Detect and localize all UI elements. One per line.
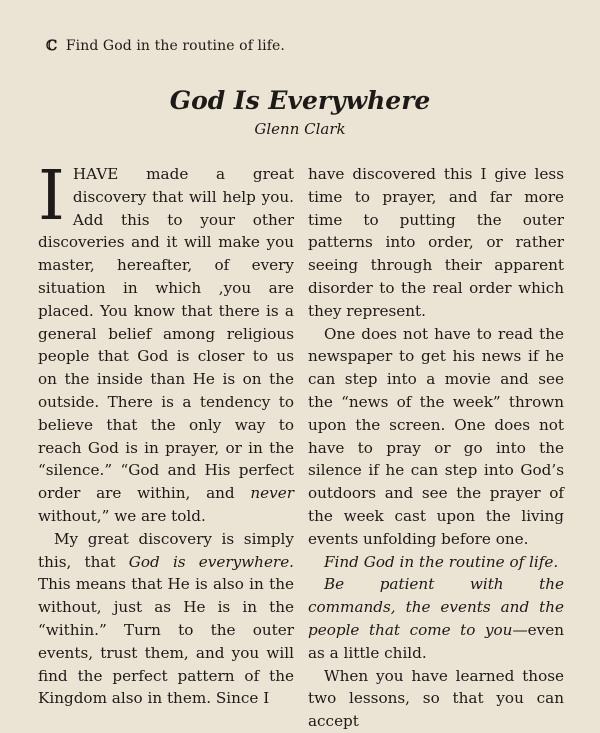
left-p2-emphasis: God is everywhere. [128,552,295,571]
left-p2-text: My great discovery is simply this, that [38,529,294,571]
tagline [46,38,285,54]
right-paragraph-5: When you have learned those two lessons, so that you can accept [308,666,564,731]
section-mark-icon: ℂ [46,38,58,54]
left-paragraph-1 [38,157,294,528]
right-paragraph-2: One does not have to read the newspaper to get his news if he can step into a movie and see the “news of the week” thrown upon the screen. One does not have to pray or go into the silence if he can step into God’s outdoors and see the prayer of the week cast upon the living events unfolding before one. [308,324,564,548]
right-paragraph-1: have discovered this I give less time to prayer, and far more time to putting the outer patterns into order, or rather seeing through their apparent disorder to the real order which they represent. [308,165,564,320]
tagline-text: Find God in the routine of life. [65,38,285,54]
right-p4-emphasis: Be patient with the commands, the events and the people that come to you [308,575,564,639]
right-column [308,163,564,733]
drop-cap: I [38,157,65,236]
left-p2-text-after: This means that He is also in the without, just as He is in the “within.” Turn to the outer events, trust them, and you will find the perfect pattern of the Kingdom also in them. Since I [38,575,294,708]
left-p1-text: HAVE made a great discovery that will help you. Add this to your other discoveries and it will make you master, hereafter, of every situation in which ,you are placed. You know that there is a general belief among religious people that God is closer to us on the inside than He is on the outside. There is a tendency to believe that the only way to reach God is in prayer, or in the “silence.” “God and His perfect order are within, and [38,165,294,503]
left-p1-text-after: without,” we are told. [38,506,206,525]
left-column [38,157,295,710]
right-paragraph-4 [308,573,564,664]
article-title: God Is Everywhere [169,86,431,115]
left-paragraph-2 [38,528,294,710]
right-p4-text-after: —even as a little child. [308,620,564,662]
right-paragraph-3: Find God in the routine of life. [324,552,559,571]
article-author: Glenn Clark [254,120,346,138]
left-p1-emphasis: never [250,484,294,503]
